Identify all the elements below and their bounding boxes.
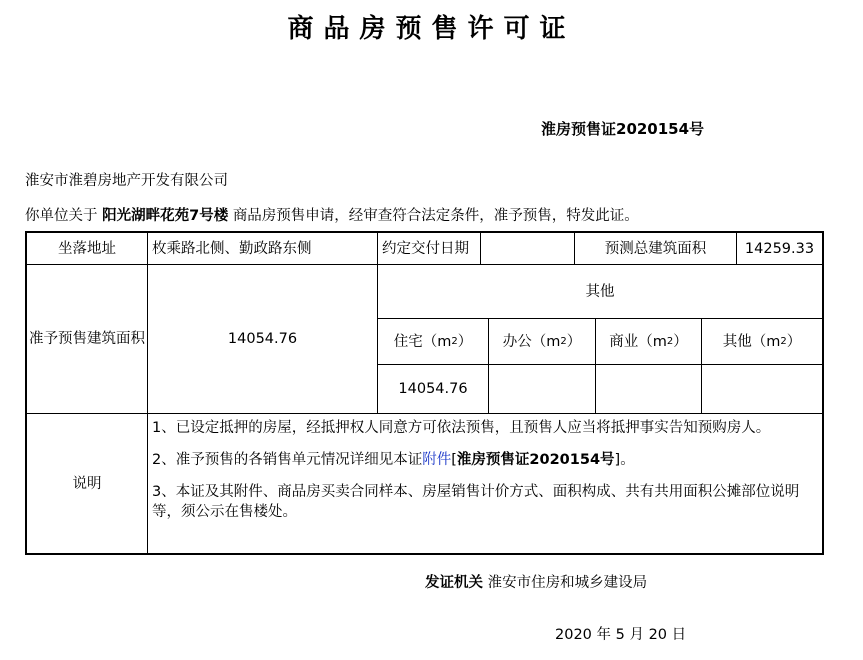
company-name: 淮安市淮碧房地产开发有限公司 [25, 173, 228, 189]
issuer-label: 发证机关 [425, 575, 483, 591]
other-use-value [701, 364, 824, 414]
total-area-value: 14259.33 [736, 231, 824, 265]
approval-prefix: 你单位关于 [25, 208, 98, 224]
note-item-3: 3、本证及其附件、商品房买卖合同样本、房屋销售计价方式、面积构成、共有共用面积公摊部位说明等，须公示在售楼处。 [152, 484, 800, 520]
approval-suffix: 商品房预售申请，经审查符合法定条件，准予预售，特发此证。 [232, 208, 639, 224]
note-cert-number: 淮房预售证2020154号 [456, 452, 615, 468]
issuer-name: 淮安市住房和城乡建设局 [487, 575, 648, 591]
presale-area-value: 14054.76 [147, 264, 378, 414]
certificate-number: 淮房预售证2020154号 [541, 120, 705, 138]
permit-table [25, 231, 824, 555]
note-item-2: 2、准予预售的各销售单元情况详细见本证附件[淮房预售证2020154号]。 [152, 452, 635, 468]
total-area-label: 预测总建筑面积 [574, 231, 737, 265]
approval-statement [25, 204, 639, 225]
presale-area-label: 准予预售建筑面积 [25, 264, 148, 414]
issue-date: 2020 年 5 月 20 日 [555, 627, 687, 643]
delivery-date-value [480, 231, 575, 265]
attachment-link[interactable]: 附件 [422, 452, 452, 468]
notes-content [147, 413, 824, 555]
commercial-header: 商业（m 2 ） [595, 318, 702, 365]
office-header: 办公（m 2 ） [488, 318, 596, 365]
document-title: 商品房预售许可证 [287, 14, 576, 44]
office-value [488, 364, 596, 414]
issuing-authority [425, 571, 647, 592]
note-item-1: 1、已设定抵押的房屋，经抵押权人同意方可依法预售，且预售人应当将抵押事实告知预购房人。 [152, 420, 771, 436]
other-use-header: 其他（m 2 ） [701, 318, 824, 365]
project-name: 阳光湖畔花苑7号楼 [102, 208, 229, 224]
other-header: 其他 [377, 264, 824, 319]
location-label: 坐落地址 [25, 231, 148, 265]
location-value: 枚乘路北侧、勤政路东侧 [147, 231, 378, 265]
delivery-date-label: 约定交付日期 [377, 231, 481, 265]
residential-header: 住宅（m 2 ） [377, 318, 489, 365]
notes-label: 说明 [25, 413, 148, 555]
residential-value: 14054.76 [377, 364, 489, 414]
commercial-value [595, 364, 702, 414]
